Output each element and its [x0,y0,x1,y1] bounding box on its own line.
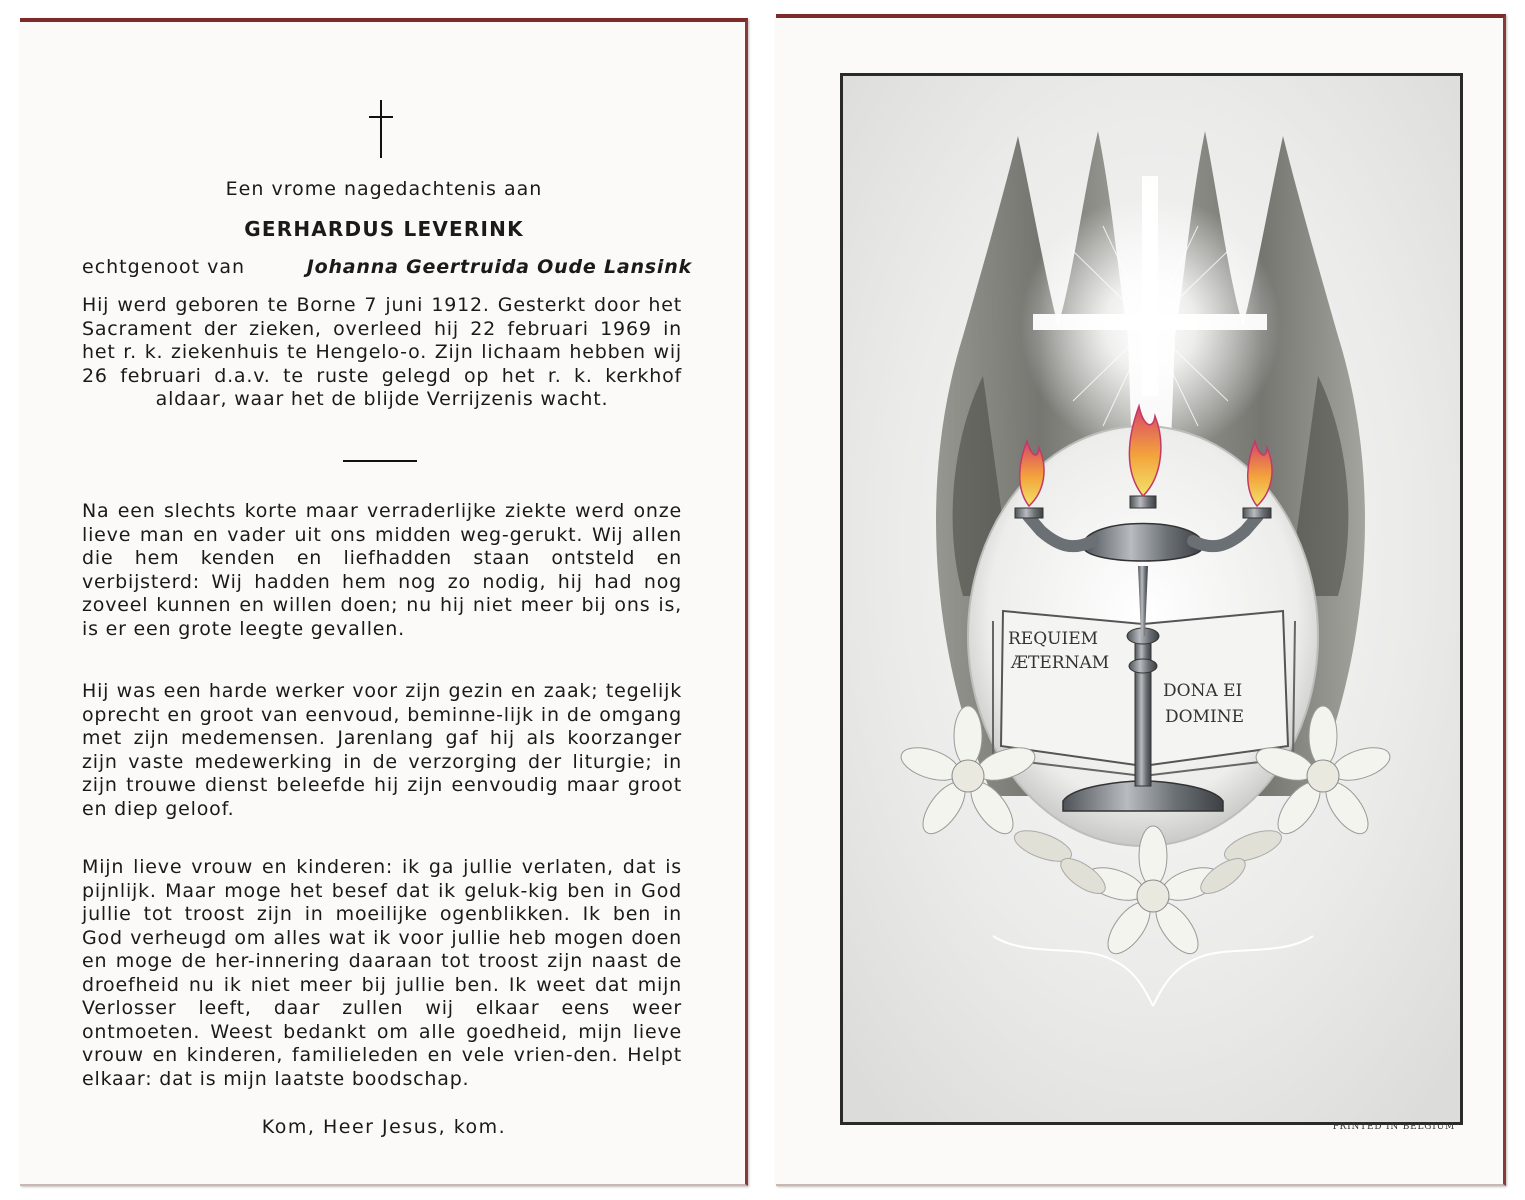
book-text-line: DONA EI [1163,681,1243,701]
memorial-card-text-side [20,18,748,1186]
spouse-line [82,256,692,278]
spouse-name: Johanna Geertruida Oude Lansink [306,256,692,278]
biography-paragraph: Hij werd geboren te Borne 7 juni 1912. Gesterkt door het Sacrament der zieken, overleed hij 22 februari 1969 in het r. k. ziekenhuis te Hengelo-o. Zijn lichaam hebben wij 26 februari d.a.v. te ruste gelegd op het r. k. kerkhof aldaar, waar het de blijde Verrijzenis wacht. [82,294,682,410]
printer-imprint: PRINTED IN BELGIUM [1332,1122,1455,1132]
divider [343,460,417,462]
spouse-prefix: echtgenoot van [82,256,246,278]
book-text-line: DOMINE [1165,707,1244,727]
book-text-line: ÆTERNAM [1011,653,1110,673]
illustration-frame [840,73,1463,1125]
intro-line: Een vrome nagedachtenis aan [225,178,543,200]
closing-line: Kom, Heer Jesus, kom. [261,1116,507,1138]
memorial-illustration [843,76,1460,1122]
remembrance-paragraph: Na een slechts korte maar verraderlijke ziekte werd onze lieve man en vader uit ons midden weg-gerukt. Wij allen die hem kenden en liefhadden staan ontsteld en verbijsterd: Wij hadden hem nog zo nodig, hij had nog zoveel kunnen en willen doen; nu hij niet meer bij ons is, is er een grote leegte gevallen. [82,500,682,640]
book-text-line: REQUIEM [1008,629,1099,649]
farewell-paragraph: Mijn lieve vrouw en kinderen: ik ga jullie verlaten, dat is pijnlijk. Maar moge het besef dat ik geluk-kig ben in God jullie tot troost zijn in moeilijke ogenblikken. Ik ben in God verheugd om alles wat ik voor jullie heb mogen doen en moge de her-innering daaraan tot troost zijn naast de droefheid nu ik niet meer bij jullie ben. Ik weet dat mijn Verlosser leeft, daar zullen wij elkaar eens weer ontmoeten. Weest bedankt om alle goedheid, mijn lieve vrouw en kinderen, familieleden en vele vrien-den. Helpt elkaar: dat is mijn laatste boodschap. [82,856,682,1090]
memorial-card-image-side [776,14,1506,1186]
deceased-name: GERHARDUS LEVERINK [244,217,524,241]
character-paragraph: Hij was een harde werker voor zijn gezin en zaak; tegelijk oprecht en groot van eenvoud, beminne-lijk in de omgang met zijn medemensen. Jarenlang gaf hij als koorzanger zijn vaste medewerking in de verzorging der liturgie; in zijn trouwe dienst beleefde hij zijn eenvoudig maar groot en diep geloof. [82,680,682,820]
